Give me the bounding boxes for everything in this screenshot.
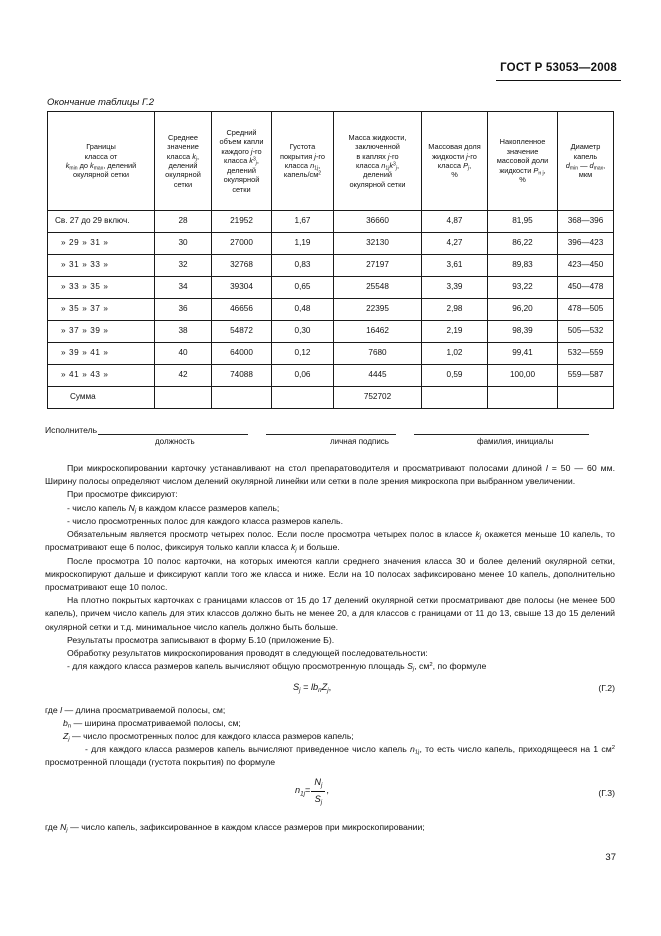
cell-mean-volume: 32768 xyxy=(212,255,272,277)
formula-g3-block xyxy=(45,776,615,813)
cell-mass: 27197 xyxy=(334,255,422,277)
header-cumulative-mass-fraction: Накопленное значение массовой доли жидкости $P_{н j}$, % xyxy=(488,112,558,211)
table-row xyxy=(48,321,614,343)
cell-bounds: » 37 » 39 » xyxy=(48,321,155,343)
cell-total-density xyxy=(272,387,334,409)
cell-mean-class: 36 xyxy=(155,299,212,321)
table-total-row xyxy=(48,387,614,409)
cell-diameter: 559—587 xyxy=(558,365,614,387)
table-row xyxy=(48,233,614,255)
formula-g2-number: (Г.2) xyxy=(598,682,615,693)
cell-density: 1,67 xyxy=(272,211,334,233)
cell-mean-volume: 74088 xyxy=(212,365,272,387)
cell-mean-volume: 54872 xyxy=(212,321,272,343)
formula-g2-block xyxy=(45,681,615,697)
cell-cumulative: 89,83 xyxy=(488,255,558,277)
executor-label: Исполнитель xyxy=(45,425,98,435)
cell-mass-fraction: 2,19 xyxy=(422,321,488,343)
cell-mass: 22395 xyxy=(334,299,422,321)
cell-cumulative: 81,95 xyxy=(488,211,558,233)
cell-mass: 7680 xyxy=(334,343,422,365)
table-row xyxy=(48,255,614,277)
header-liquid-mass: Масса жидкости, заключенной в каплях j-го класса $n_{1j}k^3_j$, делений окулярной сетки xyxy=(334,112,422,211)
cell-mean-class: 30 xyxy=(155,233,212,255)
personal-signature-line xyxy=(266,424,396,435)
cell-mass: 36660 xyxy=(334,211,422,233)
cell-mass-fraction: 2,98 xyxy=(422,299,488,321)
cell-density: 0,48 xyxy=(272,299,334,321)
list-item-drop-count: - число капель $N_j$ в каждом классе размеров капель; xyxy=(67,502,280,515)
cell-cumulative: 93,22 xyxy=(488,277,558,299)
cell-diameter: 423—450 xyxy=(558,255,614,277)
cell-mean-class: 42 xyxy=(155,365,212,387)
cell-diameter: 450—478 xyxy=(558,277,614,299)
list-item-strip-count: - число просмотренных полос для каждого класса размеров капель. xyxy=(67,515,343,526)
cell-cumulative: 99,41 xyxy=(488,343,558,365)
cell-cumulative: 100,00 xyxy=(488,365,558,387)
paragraph-record-intro: При просмотре фиксируют: xyxy=(67,489,178,500)
cell-mean-volume: 46656 xyxy=(212,299,272,321)
cell-density: 0,30 xyxy=(272,321,334,343)
header-mean-drop-volume: Средний объем капли каждого j-го класса $k^3_j$, делений окулярной сетки xyxy=(212,112,272,211)
cell-mass-fraction: 0,59 xyxy=(422,365,488,387)
executor-block xyxy=(45,424,615,451)
table-body xyxy=(48,211,614,409)
cell-density: 1,19 xyxy=(272,233,334,255)
cell-mass-fraction: 3,61 xyxy=(422,255,488,277)
cell-total-mean-class xyxy=(155,387,212,409)
formula-g2-definitions xyxy=(45,704,615,744)
formula-g3-expression: $n_{1j}=$ $\frac{N_j}{S_j}$ , xyxy=(295,776,329,806)
cell-bounds: » 33 » 35 » xyxy=(48,277,155,299)
table-row xyxy=(48,365,614,387)
cell-mean-volume: 39304 xyxy=(212,277,272,299)
cell-total-label: Сумма xyxy=(48,387,155,409)
caption-signature: личная подпись xyxy=(330,437,389,446)
cell-density: 0,12 xyxy=(272,343,334,365)
cell-bounds: » 39 » 41 » xyxy=(48,343,155,365)
cell-mean-class: 32 xyxy=(155,255,212,277)
paragraph-dense-cards: На плотно покрытых карточках с границами классов от 15 до 17 делений окулярной сетки просматривают две полосы (не менее 500 капель), причем число капель для этих классов должно быть не менее 20, а для классов с границами от 11 до 13, свыше 13 до 15 делений окулярной сетки и т.д. минимальное число капель должно быть больше. xyxy=(45,595,615,632)
page-number: 37 xyxy=(605,852,616,863)
cell-cumulative: 86,22 xyxy=(488,233,558,255)
table-row xyxy=(48,299,614,321)
definition-Nj: где $N_j$ — число капель, зафиксированное в каждом классе размеров при микроскопировании; xyxy=(45,821,425,834)
cell-mass-fraction: 4,87 xyxy=(422,211,488,233)
definition-Zj: $Z_j$ — число просмотренных полос для каждого класса размеров капель; xyxy=(63,730,354,743)
cell-total-mass: 752702 xyxy=(334,387,422,409)
definition-bp: $b_п$ — ширина просматриваемой полосы, см; xyxy=(63,717,241,730)
cell-mass-fraction: 4,27 xyxy=(422,233,488,255)
cell-mean-volume: 64000 xyxy=(212,343,272,365)
cell-total-cumulative xyxy=(488,387,558,409)
list-item-total-area: - для каждого класса размеров капель вычисляют общую просмотренную площадь $S_j$, $см^2$, по формуле xyxy=(67,661,487,673)
paragraph-processing-sequence: Обработку результатов микроскопирования проводят в следующей последовательности: xyxy=(67,648,428,659)
cell-bounds: » 31 » 33 » xyxy=(48,255,155,277)
cell-mean-class: 34 xyxy=(155,277,212,299)
table-header-row xyxy=(48,112,614,211)
cell-mean-class: 38 xyxy=(155,321,212,343)
cell-diameter: 532—559 xyxy=(558,343,614,365)
cell-mass: 25548 xyxy=(334,277,422,299)
header-rule xyxy=(496,80,621,81)
cell-total-diameter xyxy=(558,387,614,409)
cell-mean-class: 28 xyxy=(155,211,212,233)
standard-header xyxy=(500,62,617,74)
list-item-reduced-drop-count: - для каждого класса размеров капель вычисляют приведенное число капель $n_{1j}$, то есть число капель, приходящееся на 1 $см^2$ просмотренной площади (густота покрытия) по формуле xyxy=(45,744,615,768)
cell-mean-volume: 21952 xyxy=(212,211,272,233)
formula-g3-number: (Г.3) xyxy=(598,787,615,798)
cell-density: 0,06 xyxy=(272,365,334,387)
executor-signature-row xyxy=(45,424,615,435)
cell-total-mean-volume xyxy=(212,387,272,409)
name-signature-line xyxy=(414,424,589,435)
cell-total-mass-fraction xyxy=(422,387,488,409)
table-row xyxy=(48,211,614,233)
cell-diameter: 505—532 xyxy=(558,321,614,343)
paragraph-ten-strips: После просмотра 10 полос карточки, на которых имеются капли среднего значения класса 30 и более делений окулярной сетки, микроскопируют дальше и фиксируют капли того же класса и ниже. Если на 10 полосах зафиксировано менее 10 капель, дополнительно просматривают еще 10 полос. xyxy=(45,555,615,592)
header-mean-class-value: Среднее значение класса $k_j$, делений окулярной сетки xyxy=(155,112,212,211)
table-row xyxy=(48,343,614,365)
table-caption: Окончание таблицы Г.2 xyxy=(47,97,155,108)
caption-name: фамилия, инициалы xyxy=(477,437,554,446)
cell-mass: 32130 xyxy=(334,233,422,255)
header-class-bounds: Границы класса от $k_{min}$ до $k_{max}$, делений окулярной сетки xyxy=(48,112,155,211)
table-row xyxy=(48,277,614,299)
position-signature-line xyxy=(98,424,248,435)
header-drop-diameter: Диаметр капель $d_{min}$ — $d_{max}$, мкм xyxy=(558,112,614,211)
cell-mean-volume: 27000 xyxy=(212,233,272,255)
cell-diameter: 368—396 xyxy=(558,211,614,233)
caption-position: должность xyxy=(155,437,195,446)
cell-bounds: Св. 27 до 29 включ. xyxy=(48,211,155,233)
definition-l: где l — длина просматриваемой полосы, см; xyxy=(45,704,226,715)
cell-bounds: » 35 » 37 » xyxy=(48,299,155,321)
paragraph-microscopy-intro: При микроскопировании карточку устанавливают на стол препаратоводителя и просматривают полосами длиной l = 50 — 60 мм. Ширину полосы определяют числом делений окулярной линейки или сетки в поле зрения микроскопа при выбранном увеличении. xyxy=(45,463,615,487)
cell-mass: 16462 xyxy=(334,321,422,343)
cell-cumulative: 98,39 xyxy=(488,321,558,343)
cell-diameter: 478—505 xyxy=(558,299,614,321)
standard-number: ГОСТ Р 53053—2008 xyxy=(500,62,617,74)
cell-mass-fraction: 3,39 xyxy=(422,277,488,299)
cell-bounds: » 29 » 31 » xyxy=(48,233,155,255)
paragraph-four-strips: Обязательным является просмотр четырех полос. Если после просмотра четырех полос в классе $k_j$ окажется меньше 10 капель, то просматривают еще 6 полос, фиксируя только капли класса $k_j$ и больше. xyxy=(45,529,615,554)
cell-cumulative: 96,20 xyxy=(488,299,558,321)
header-mass-fraction: Массовая доля жидкости j-го класса $P_j$, % xyxy=(422,112,488,211)
body-content xyxy=(45,462,615,834)
table-container xyxy=(47,111,613,409)
cell-density: 0,65 xyxy=(272,277,334,299)
paragraph-form-b10: Результаты просмотра записывают в форму Б.10 (приложение Б). xyxy=(67,634,335,645)
fraction-Nj-over-Sj: $\frac{N_j}{S_j}$ xyxy=(311,776,325,807)
cell-mass-fraction: 1,02 xyxy=(422,343,488,365)
cell-mass: 4445 xyxy=(334,365,422,387)
executor-captions xyxy=(45,437,615,451)
header-coverage-density: Густота покрытия j-го класса $n_{1j}$, капель/$см^2$ xyxy=(272,112,334,211)
drop-size-distribution-table xyxy=(47,111,614,409)
cell-bounds: » 41 » 43 » xyxy=(48,365,155,387)
cell-diameter: 396—423 xyxy=(558,233,614,255)
cell-mean-class: 40 xyxy=(155,343,212,365)
formula-g2-expression: $S_j = lb_пZ_j$, xyxy=(293,681,332,694)
cell-density: 0,83 xyxy=(272,255,334,277)
